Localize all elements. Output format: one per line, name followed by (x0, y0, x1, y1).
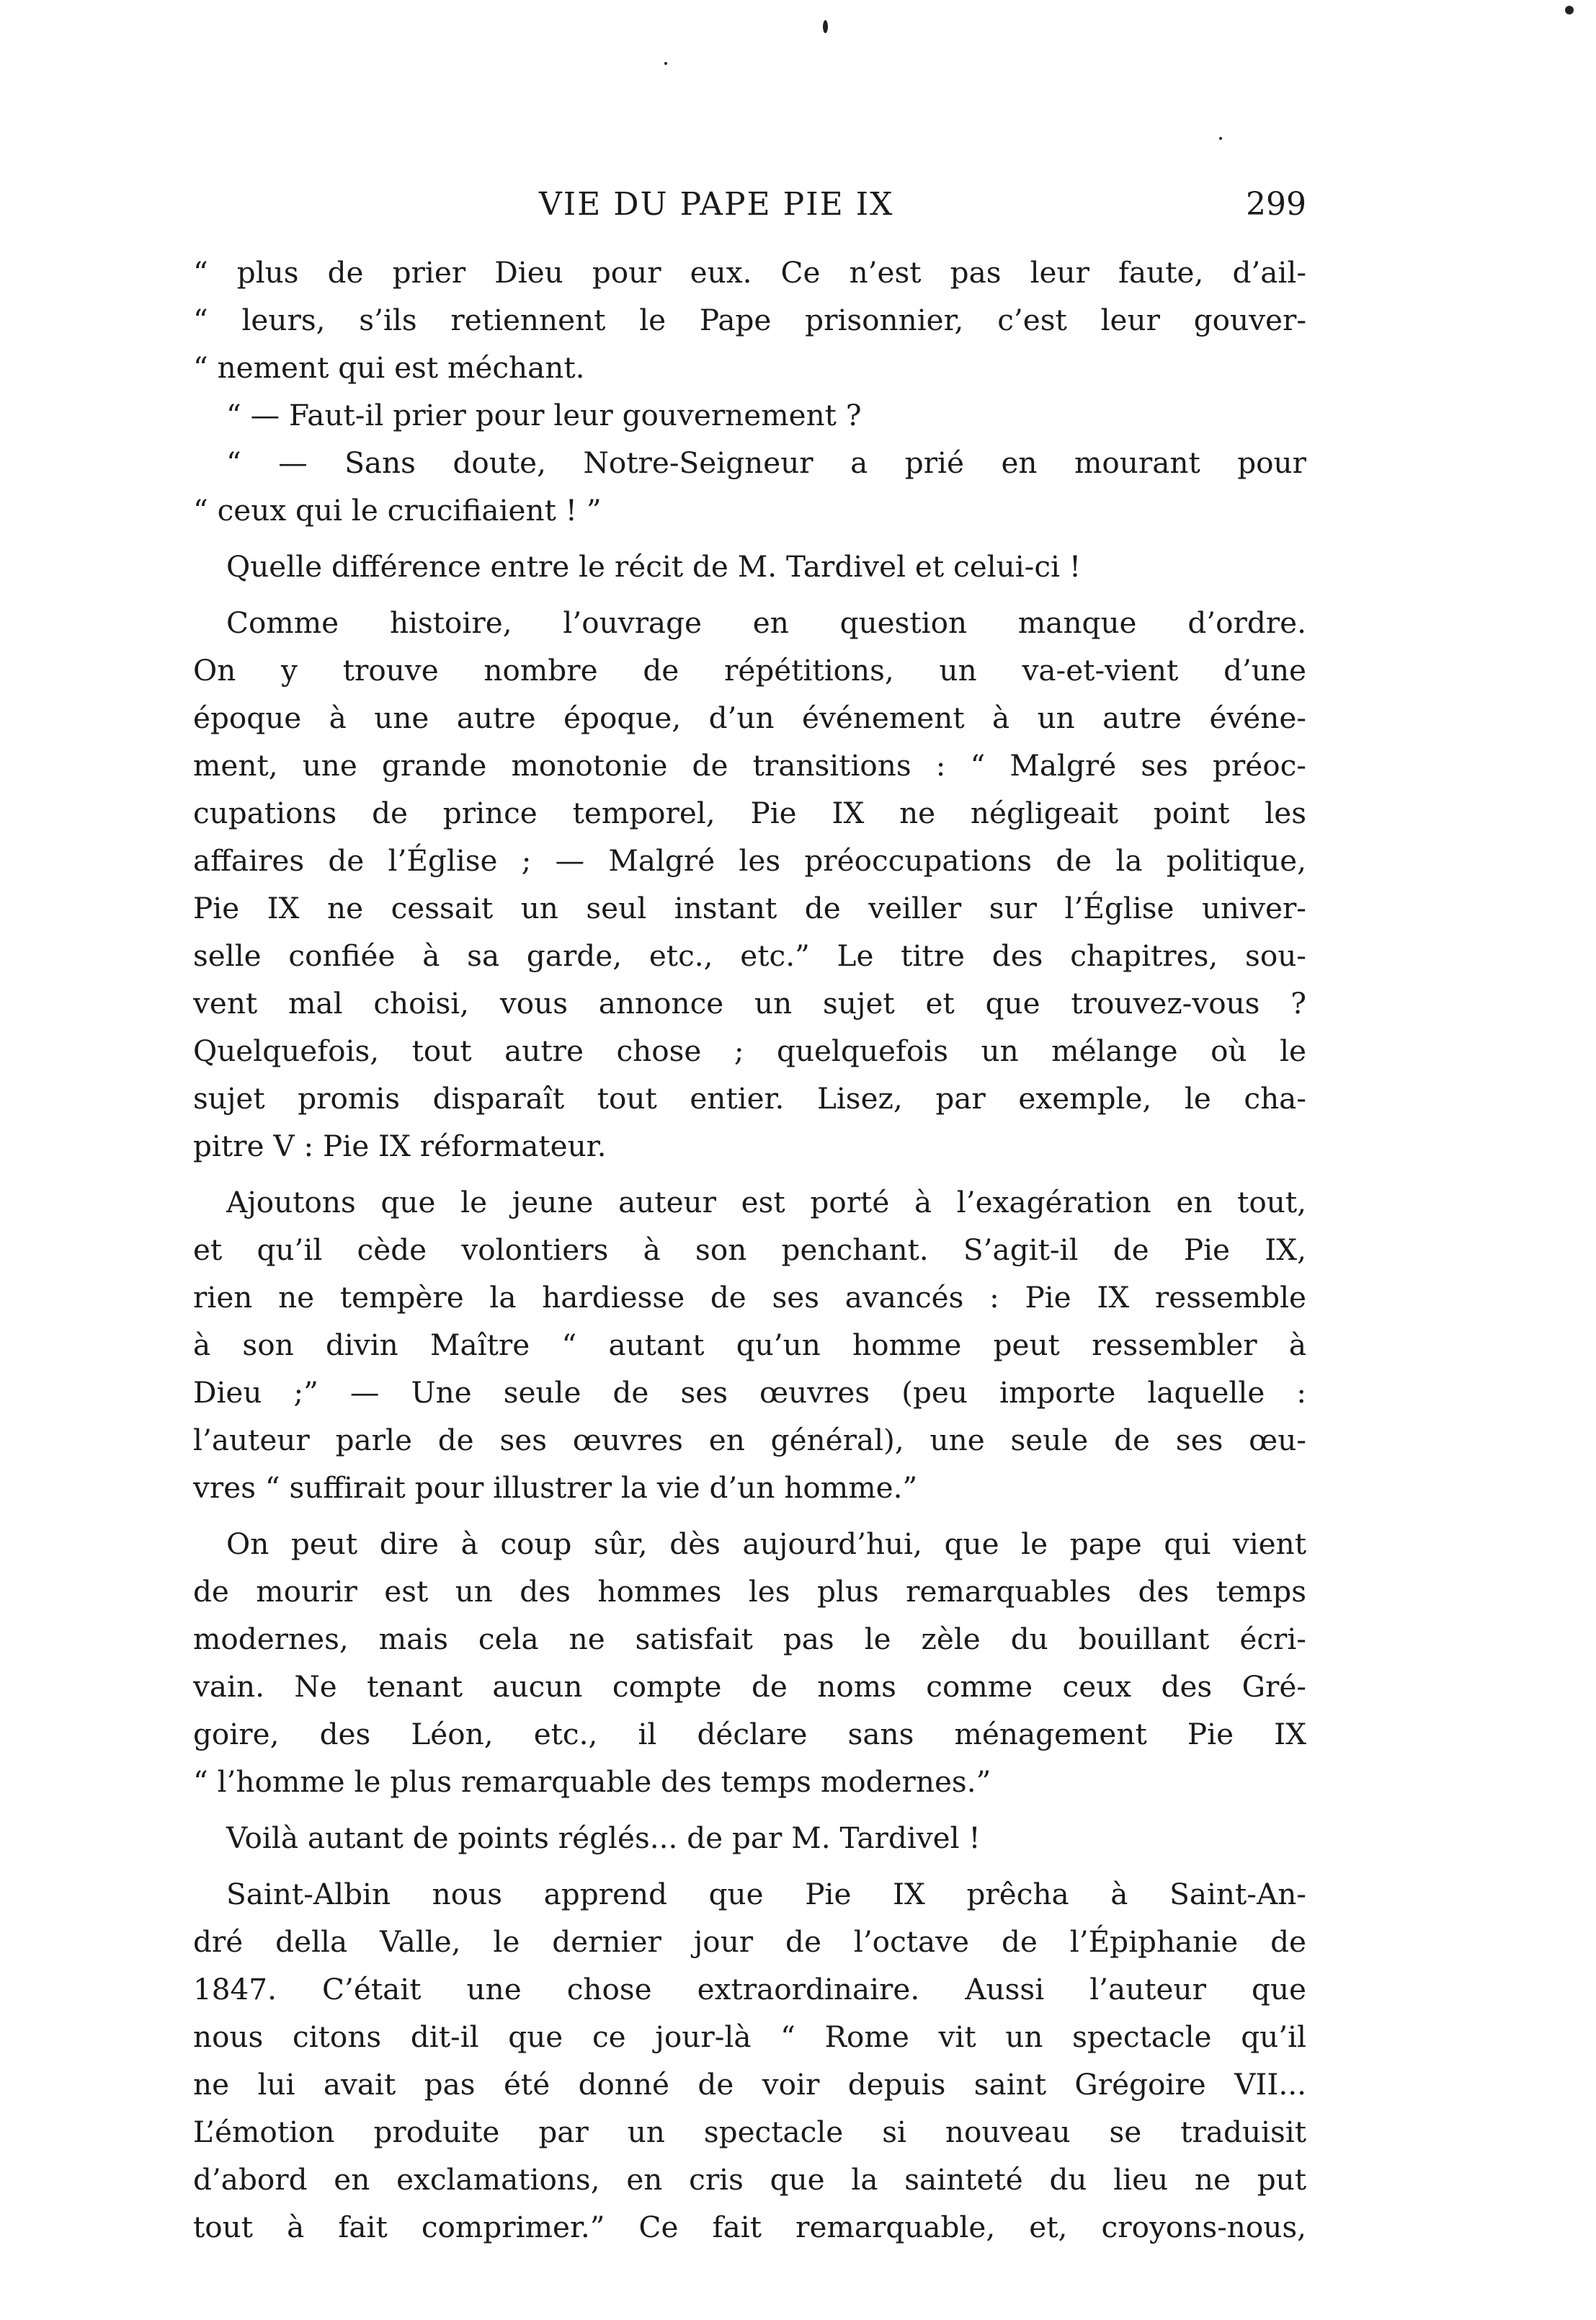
text-line: époque à une autre époque, d’un événement à un autre événe- (193, 701, 1306, 735)
scan-speck (664, 62, 667, 65)
text-line: modernes, mais cela ne satisfait pas le zèle du bouillant écri- (193, 1622, 1306, 1656)
text-line: On peut dire à coup sûr, dès aujourd’hui, que le pape qui vient (226, 1526, 1306, 1561)
page-number: 299 (1246, 186, 1306, 223)
text-line: “ — Sans doute, Notre-Seigneur a prié en mourant pour (226, 445, 1306, 480)
text-line: L’émotion produite par un spectacle si nouveau se traduisit (193, 2115, 1306, 2149)
text-line: 1847. C’était une chose extraordinaire. Aussi l’auteur que (193, 1972, 1306, 2006)
text-line: Saint-Albin nous apprend que Pie IX prêcha à Saint-An- (226, 1877, 1306, 1911)
scan-speck (1565, 6, 1574, 14)
page-header (193, 186, 1306, 244)
text-line: selle confiée à sa garde, etc., etc.” Le titre des chapitres, sou- (193, 938, 1306, 973)
text-line: “ plus de prier Dieu pour eux. Ce n’est pas leur faute, d’ail- (193, 255, 1306, 290)
text-line: Pie IX ne cessait un seul instant de veiller sur l’Église univer- (193, 891, 1306, 925)
text-line: Dieu ;” — Une seule de ses œuvres (peu importe laquelle : (193, 1375, 1306, 1410)
paragraph (193, 1870, 1306, 2251)
text-line: l’auteur parle de ses œuvres en général), une seule de ses œu- (193, 1423, 1306, 1457)
text-line: On y trouve nombre de répétitions, un va-et-vient d’une (193, 653, 1306, 688)
text-line: vent mal choisi, vous annonce un sujet et que trouvez-vous ? (193, 986, 1306, 1021)
text-line: “ nement qui est méchant. (193, 350, 585, 385)
paragraph (193, 1178, 1306, 1511)
scan-speck (823, 20, 828, 33)
text-line: à son divin Maître “ autant qu’un homme peut ressembler à (193, 1328, 1306, 1362)
text-line: rien ne tempère la hardiesse de ses avancés : Pie IX ressemble (193, 1280, 1306, 1315)
text-line: sujet promis disparaît tout entier. Lisez, par exemple, le cha- (193, 1081, 1306, 1116)
paragraph-quote-continuation (193, 249, 1306, 534)
text-line: ment, une grande monotonie de transitions : “ Malgré ses préoc- (193, 748, 1306, 783)
text-line: “ l’homme le plus remarquable des temps modernes.” (193, 1764, 991, 1799)
text-line: “ ceux qui le crucifiaient ! ” (193, 493, 602, 528)
text-line: Voilà autant de points réglés... de par M. Tardivel ! (226, 1821, 981, 1855)
paragraph (193, 1520, 1306, 1805)
text-line: et qu’il cède volontiers à son penchant. S’agit-il de Pie IX, (193, 1232, 1306, 1267)
text-line: tout à fait comprimer.” Ce fait remarquable, et, croyons-nous, (193, 2210, 1306, 2244)
text-line: “ — Faut-il prier pour leur gouvernement ? (226, 398, 862, 432)
paragraph (193, 1814, 1306, 1862)
paragraph (193, 543, 1306, 590)
text-line: vres “ suffirait pour illustrer la vie d’un homme.” (193, 1470, 918, 1505)
text-line: “ leurs, s’ils retiennent le Pape prisonnier, c’est leur gouver- (193, 303, 1306, 337)
text-line: goire, des Léon, etc., il déclare sans ménagement Pie IX (193, 1717, 1306, 1751)
text-line: Quelle différence entre le récit de M. Tardivel et celui-ci ! (226, 549, 1082, 584)
text-line: dré della Valle, le dernier jour de l’octave de l’Épiphanie de (193, 1924, 1306, 1959)
text-line: cupations de prince temporel, Pie IX ne négligeait point les (193, 796, 1306, 830)
text-line: d’abord en exclamations, en cris que la sainteté du lieu ne put (193, 2162, 1306, 2197)
text-line: de mourir est un des hommes les plus remarquables des temps (193, 1574, 1306, 1609)
text-line: nous citons dit-il que ce jour-là “ Rome vit un spectacle qu’il (193, 2019, 1306, 2054)
text-line: Ajoutons que le jeune auteur est porté à l’exagération en tout, (226, 1185, 1306, 1219)
paragraph (193, 599, 1306, 1170)
text-line: ne lui avait pas été donné de voir depuis saint Grégoire VII... (193, 2067, 1306, 2102)
text-line: Quelquefois, tout autre chose ; quelquefois un mélange où le (193, 1034, 1306, 1068)
text-line: vain. Ne tenant aucun compte de noms comme ceux des Gré- (193, 1669, 1306, 1704)
text-line: affaires de l’Église ; — Malgré les préoccupations de la politique, (193, 843, 1306, 878)
running-title: VIE DU PAPE PIE IX (539, 186, 894, 223)
body-text (193, 249, 1306, 2251)
text-line: Comme histoire, l’ouvrage en question manque d’ordre. (226, 605, 1306, 640)
text-line: pitre V : Pie IX réformateur. (193, 1129, 607, 1163)
scan-speck (1219, 137, 1222, 140)
